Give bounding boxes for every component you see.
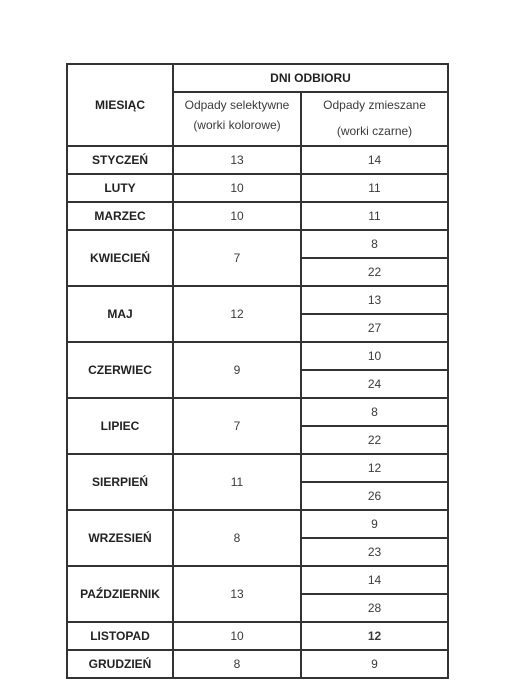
header-collection-days: DNI ODBIORU: [173, 64, 448, 92]
table-row: [67, 286, 448, 314]
header-month: MIESIĄC: [67, 64, 173, 146]
selective-day-cell: 13: [173, 146, 301, 174]
mixed-day-cell: 27: [301, 314, 448, 342]
month-cell: PAŹDZIERNIK: [67, 566, 173, 622]
table-row: [67, 622, 448, 650]
mixed-day-cell: 26: [301, 482, 448, 510]
header-mixed-line1: Odpady zmieszane: [323, 98, 426, 112]
table-row: [67, 566, 448, 594]
mixed-day-cell: 11: [301, 202, 448, 230]
month-cell: LISTOPAD: [67, 622, 173, 650]
header-row-top: [67, 64, 448, 92]
month-cell: LIPIEC: [67, 398, 173, 454]
mixed-day-cell: 8: [301, 398, 448, 426]
month-cell: STYCZEŃ: [67, 146, 173, 174]
selective-day-cell: 11: [173, 454, 301, 510]
table-row: [67, 454, 448, 482]
header-selective-line2: (worki kolorowe): [193, 118, 281, 132]
month-cell: MAJ: [67, 286, 173, 342]
selective-day-cell: 8: [173, 650, 301, 678]
month-cell: SIERPIEŃ: [67, 454, 173, 510]
schedule-body: [67, 64, 448, 678]
month-cell: GRUDZIEŃ: [67, 650, 173, 678]
selective-day-cell: 10: [173, 174, 301, 202]
mixed-day-cell: 9: [301, 650, 448, 678]
selective-day-cell: 9: [173, 342, 301, 398]
month-cell: MARZEC: [67, 202, 173, 230]
collection-schedule-table: [66, 63, 449, 679]
mixed-day-cell: 22: [301, 426, 448, 454]
mixed-day-cell: 10: [301, 342, 448, 370]
table-row: [67, 510, 448, 538]
mixed-day-cell: 9: [301, 510, 448, 538]
selective-day-cell: 12: [173, 286, 301, 342]
month-cell: WRZESIEŃ: [67, 510, 173, 566]
table-row: [67, 146, 448, 174]
selective-day-cell: 7: [173, 398, 301, 454]
table-row: [67, 230, 448, 258]
selective-day-cell: 10: [173, 202, 301, 230]
selective-day-cell: 10: [173, 622, 301, 650]
selective-day-cell: 8: [173, 510, 301, 566]
mixed-day-cell: 28: [301, 594, 448, 622]
mixed-day-cell: 12: [301, 454, 448, 482]
table-row: [67, 342, 448, 370]
mixed-day-cell: 14: [301, 146, 448, 174]
mixed-day-cell: 8: [301, 230, 448, 258]
mixed-day-cell: 11: [301, 174, 448, 202]
selective-day-cell: 13: [173, 566, 301, 622]
table-row: [67, 398, 448, 426]
month-cell: LUTY: [67, 174, 173, 202]
mixed-day-cell: 12: [301, 622, 448, 650]
table-row: [67, 202, 448, 230]
mixed-day-cell: 23: [301, 538, 448, 566]
header-mixed: [301, 92, 448, 146]
mixed-day-cell: 13: [301, 286, 448, 314]
table-row: [67, 174, 448, 202]
table-row: [67, 650, 448, 678]
mixed-day-cell: 14: [301, 566, 448, 594]
header-selective-line1: Odpady selektywne: [184, 98, 290, 112]
header-mixed-line2: (worki czarne): [336, 124, 413, 138]
mixed-day-cell: 22: [301, 258, 448, 286]
mixed-day-cell: 24: [301, 370, 448, 398]
header-selective: [173, 92, 301, 146]
month-cell: KWIECIEŃ: [67, 230, 173, 286]
selective-day-cell: 7: [173, 230, 301, 286]
month-cell: CZERWIEC: [67, 342, 173, 398]
